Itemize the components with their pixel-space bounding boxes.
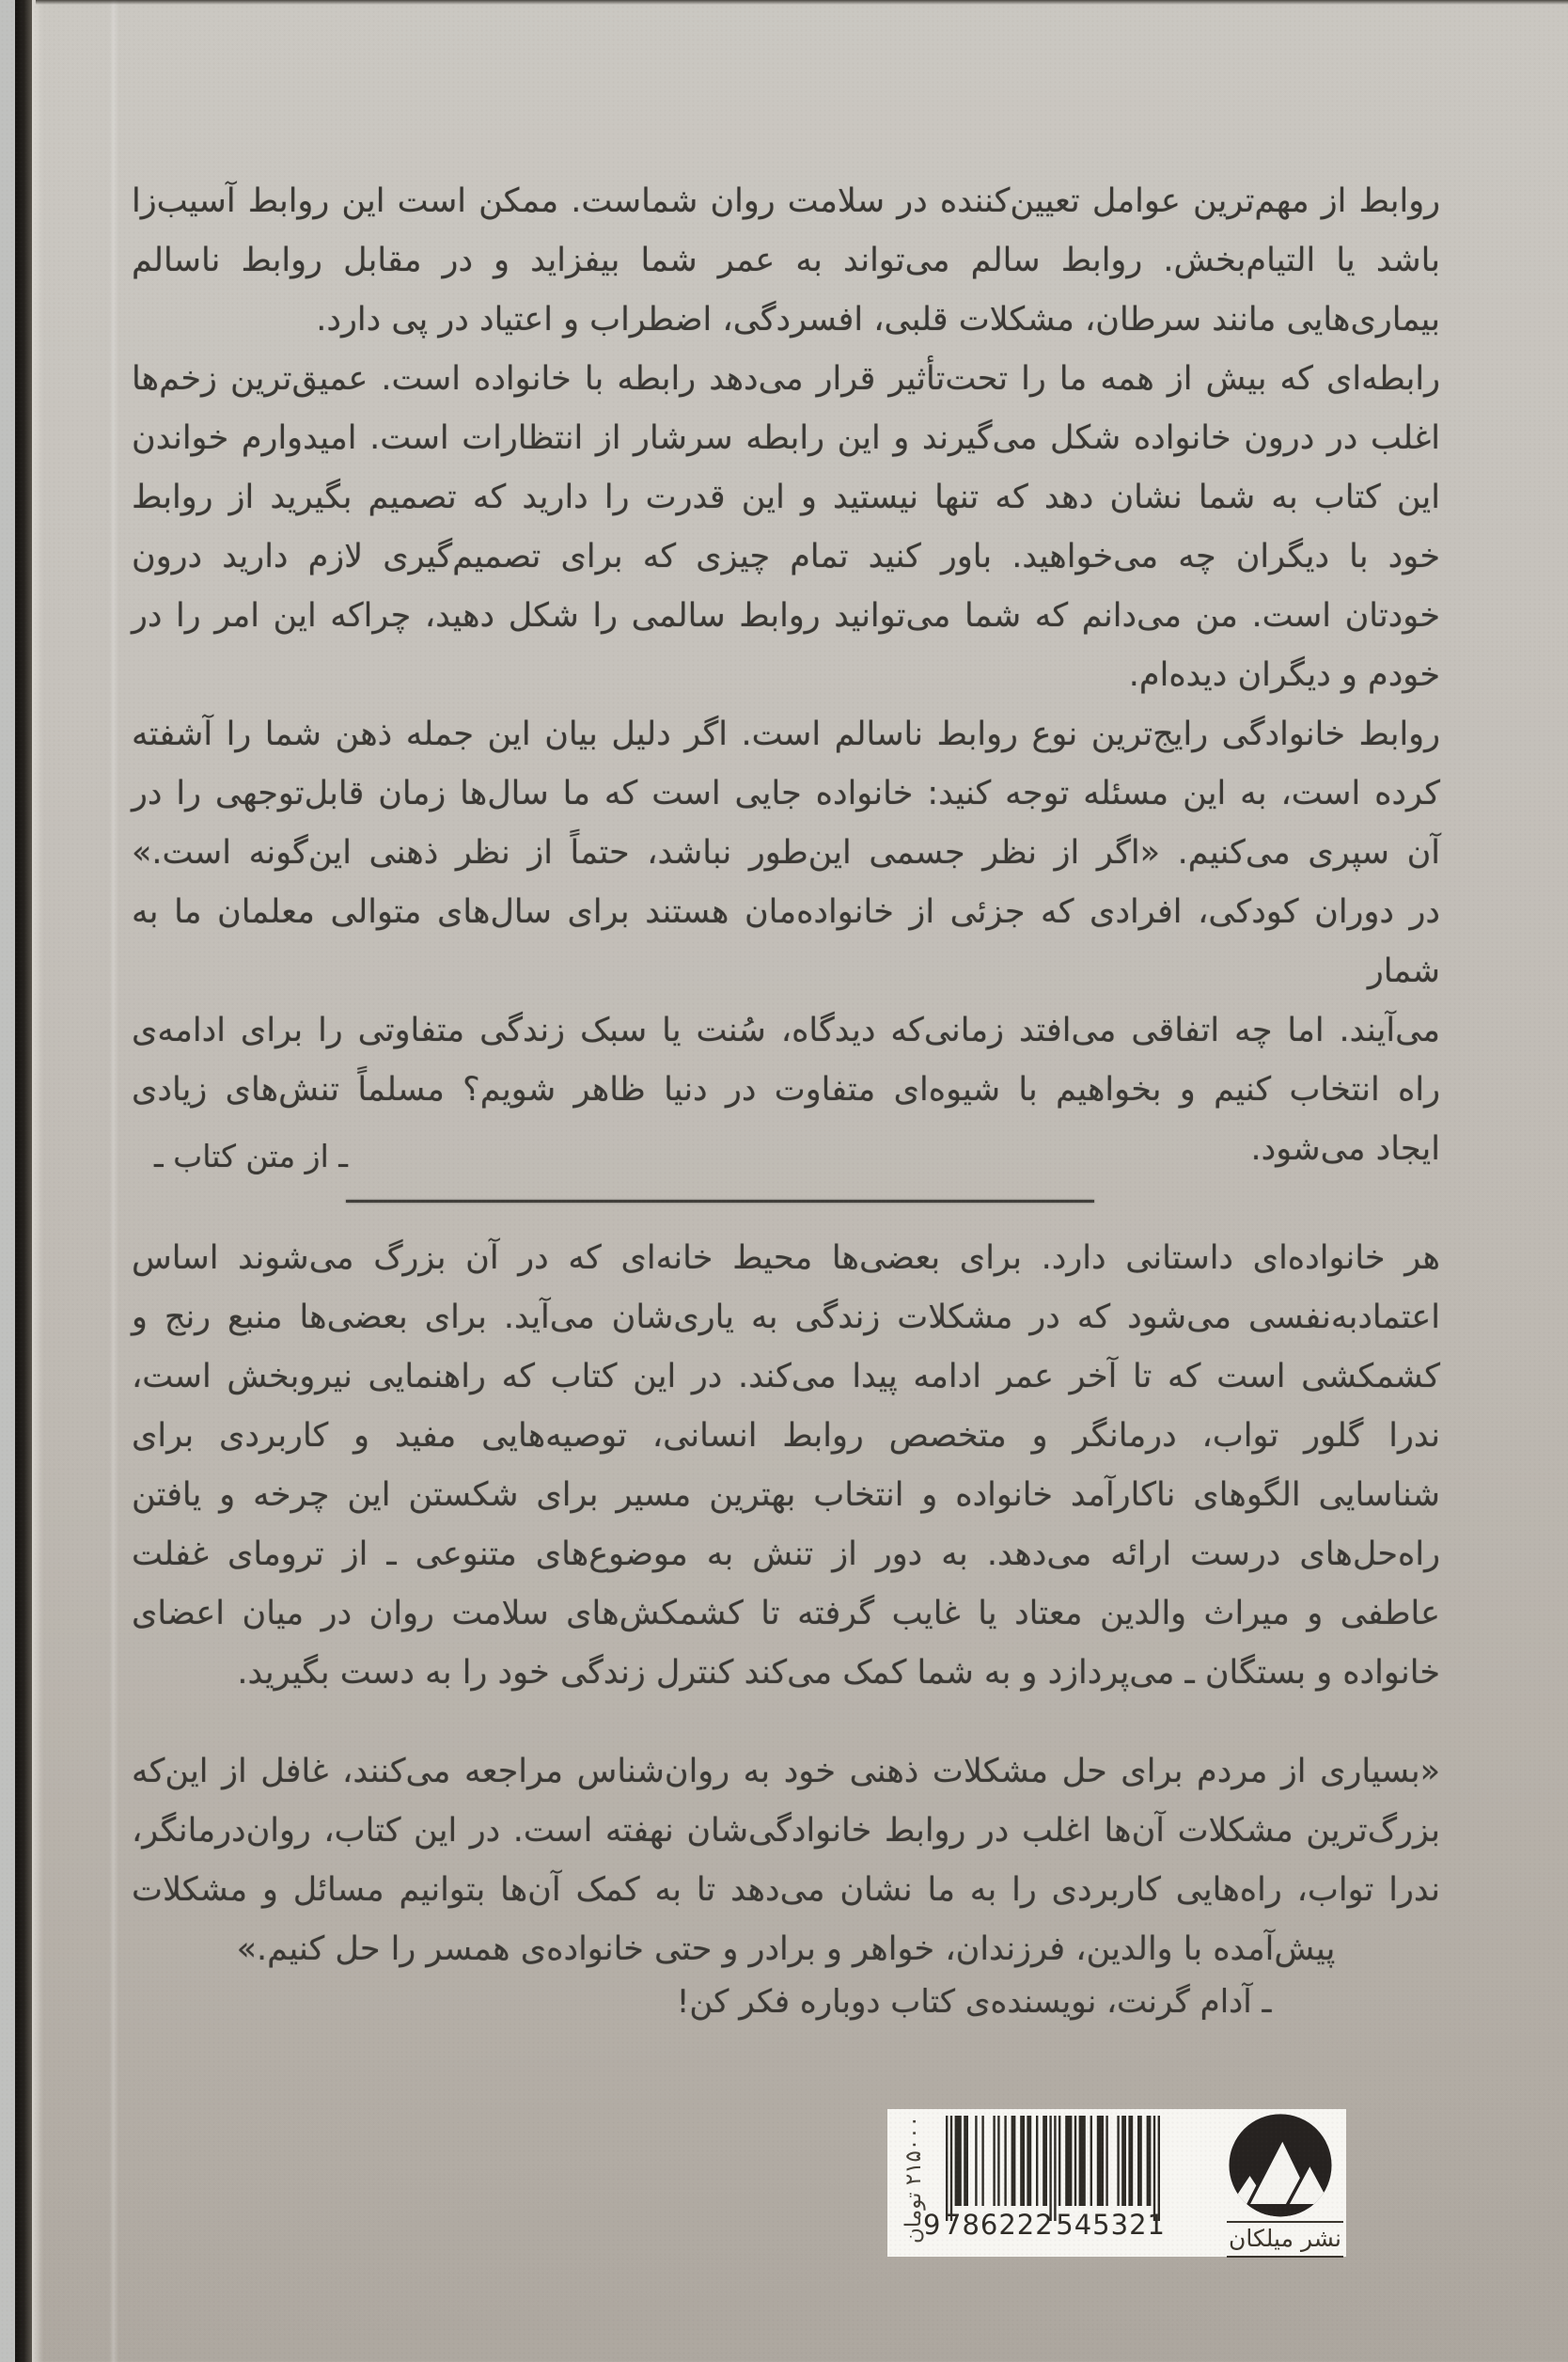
text-line: بزرگ‌ترین مشکلات آن‌ها اغلب در روابط خانوادگی‌شان نهفته است. در این کتاب، روان‌درمانگر، (132, 1812, 1440, 1850)
text-line: در دوران کودکی، افرادی که جزئی از خانواده‌مان هستند برای سال‌های متوالی معلمان ما به شمار (132, 893, 1440, 990)
spine-shadow (15, 0, 32, 2362)
cover-crease (109, 0, 118, 2362)
text-line: خانواده و بستگان ـ می‌پردازد و به شما کمک می‌کند کنترل زندگی خود را به دست بگیرید. (237, 1654, 1440, 1692)
excerpt-paragraph-2 (132, 350, 1440, 705)
excerpt-attribution: ـ از متن کتاب ـ (154, 1138, 348, 1174)
ean13-barcode (946, 2116, 1160, 2221)
excerpt-paragraph-1 (132, 172, 1440, 350)
text-line: اعتمادبه‌نفسی می‌شود که در مشکلات زندگی به یاری‌شان می‌آید. برای بعضی‌ها منبع رنج و (132, 1299, 1440, 1336)
text-line: کرده است، به این مسئله توجه کنید: خانواده جایی است که ما سال‌ها زمان قابل‌توجهی را در (132, 775, 1440, 812)
text-line: می‌آیند. اما چه اتفاقی می‌افتد زمانی‌که دیدگاه، سُنت یا سبک زندگی متفاوتی را برای ادامه‌ی (132, 1012, 1440, 1049)
text-line: کشمکشی است که تا آخر عمر ادامه پیدا می‌کند. در این کتاب که راهنمایی نیروبخش است، (132, 1358, 1440, 1395)
text-line: خودم و دیگران دیده‌ام. (1128, 656, 1440, 694)
text-line: این کتاب به شما نشان دهد که تنها نیستید و این قدرت را دارید که تصمیم بگیرید از روابط (132, 479, 1440, 516)
price-label: ۲۱۵۰۰۰ تومان (902, 2116, 926, 2244)
endorsement-quote (132, 1742, 1440, 1979)
text-line: روابط خانوادگی رایج‌ترین نوع روابط ناسالم است. اگر دلیل بیان این جمله ذهن شما را آشفته (132, 716, 1440, 753)
text-line: پیش‌آمده با والدین، فرزندان، خواهر و برادر و حتی خانواده‌ی همسر را حل کنیم.» (236, 1930, 1336, 1968)
text-line: آن سپری می‌کنیم. «اگر از نظر جسمی این‌طور نباشد، حتماً از نظر ذهنی این‌گونه است.» (132, 834, 1440, 872)
text-line: راه انتخاب کنیم و بخواهیم با شیوه‌ای متفاوت در دنیا ظاهر شویم؟ مسلماً تنش‌های زیادی (132, 1071, 1440, 1109)
endorsement-attribution: ـ آدام گرنت، نویسنده‌ی کتاب دوباره فکر کن! (676, 1983, 1272, 2021)
milkan-mountain-logo-icon (1224, 2112, 1337, 2221)
text-line: اغلب در درون خانواده شکل می‌گیرند و این رابطه سرشار از انتظارات است. امیدوارم خواندن (132, 419, 1440, 457)
isbn-part-1: 9 (923, 2209, 942, 2241)
text-line: خود با دیگران چه می‌خواهید. باور کنید تمام چیزی که برای تصمیم‌گیری لازم دارید درون (132, 538, 1440, 575)
isbn-part-3: 545321 (1056, 2209, 1166, 2241)
text-line: ندرا تواب، راه‌هایی کاربردی را به ما نشان می‌دهد تا به کمک آن‌ها بتوانیم مسائل و مشکلات (132, 1871, 1440, 1909)
text-line: خودتان است. من می‌دانم که شما می‌توانید روابط سالمی را شکل دهید، چراکه این امر را در (132, 597, 1440, 635)
text-line: هر خانواده‌ای داستانی دارد. برای بعضی‌ها محیط خانه‌ای که در آن بزرگ می‌شوند اساس (132, 1239, 1440, 1277)
text-line: راه‌حل‌های درست ارائه می‌دهد. به دور از تنش به موضوع‌های متنوعی ـ از ترومای غفلت (132, 1535, 1440, 1573)
text-line: بیماری‌هایی مانند سرطان، مشکلات قلبی، افسردگی، اضطراب و اعتیاد در پی دارد. (316, 301, 1440, 339)
blurb-paragraph (132, 1229, 1440, 1703)
spine-highlight (32, 0, 43, 2362)
text-line: روابط از مهم‌ترین عوامل تعیین‌کننده در سلامت روان شماست. ممکن است این روابط آسیب‌زا (132, 182, 1440, 220)
text-line: «بسیاری از مردم برای حل مشکلات ذهنی خود به روان‌شناس مراجعه می‌کنند، غافل از این‌که (132, 1753, 1440, 1790)
page-edge-strip (0, 0, 15, 2362)
excerpt-paragraph-3 (132, 705, 1440, 1179)
section-divider-rule (346, 1200, 1094, 1203)
text-line: عاطفی و میراث والدین معتاد یا غایب گرفته تا کشمکش‌های سلامت روان در میان اعضای (132, 1595, 1440, 1632)
text-line: رابطه‌ای که بیش از همه ما را تحت‌تأثیر قرار می‌دهد رابطه با خانواده است. عمیق‌ترین زخم‌ها (132, 360, 1440, 398)
top-edge-shadow (36, 0, 1568, 5)
text-line: باشد یا التیام‌بخش. روابط سالم می‌تواند به عمر شما بیفزاید و در مقابل روابط ناسالم (132, 242, 1440, 279)
publisher-name: نشر میلکان (1227, 2221, 1343, 2258)
text-line: شناسایی الگوهای ناکارآمد خانواده و انتخاب بهترین مسیر برای شکستن این چرخه و یافتن (132, 1476, 1440, 1514)
isbn-number (923, 2209, 1166, 2241)
text-line: ندرا گلور تواب، درمانگر و متخصص روابط انسانی، توصیه‌هایی مفید و کاربردی برای (132, 1417, 1440, 1455)
isbn-part-2: 786222 (944, 2209, 1054, 2241)
text-line: ایجاد می‌شود. (1250, 1130, 1440, 1168)
